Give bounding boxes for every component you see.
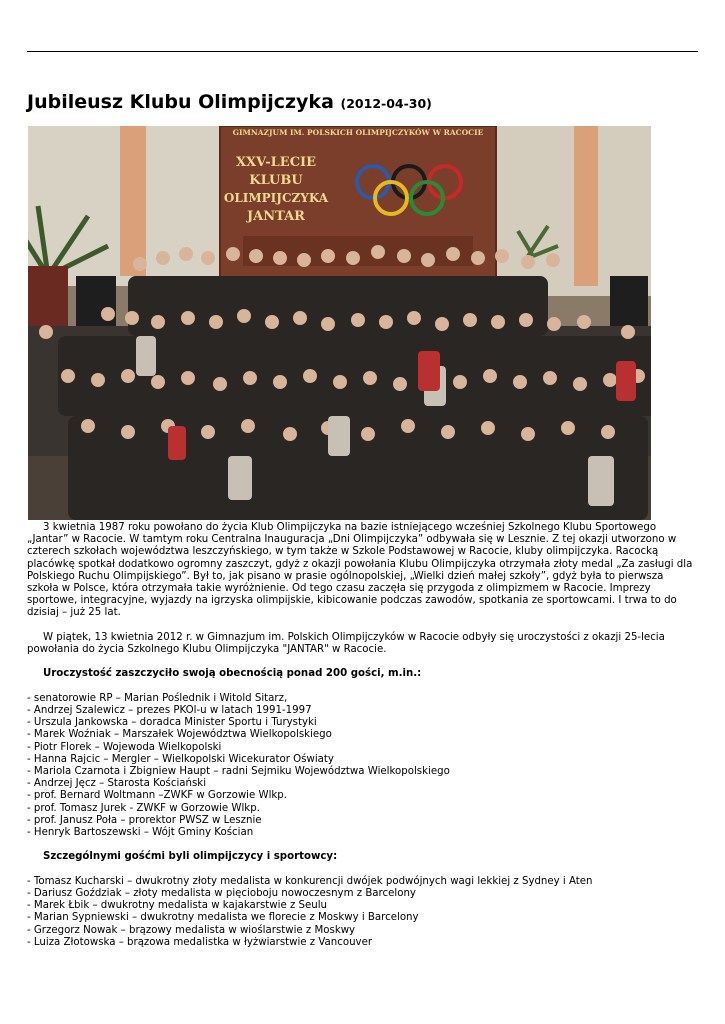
- list-item: - prof. Janusz Poła – prorektor PWSZ w Lesznie: [27, 814, 262, 826]
- article-body: [27, 522, 697, 949]
- guests-heading: Uroczystość zaszczyciło swoją obecnością ponad 200 gości, m.in.:: [43, 668, 422, 680]
- list-item: - Luiza Złotowska – brązowa medalistka w łyżwiarstwie z Vancouver: [27, 936, 373, 948]
- article-paragraph: 3 kwietnia 1987 roku powołano do życia Klub Olimpijczyka na bazie istniejącego wcześniej Szkolnego Klubu Sportowego „Jantar” w Racocie. W tamtym roku Centralna Inauguracja „Dni Olimpijczyka” odbywała się w Lesznie. Z tej okazji utworzono w czterech szkołach województwa leszczyńskiego, w tym także w Szkole Podstawowej w Racocie, kluby olimpijczyka. Racocką placówkę spotkał dodatkowo ogromny zaszczyt, gdyż z okazji powołania Klubu Olimpijczyka otrzymała złoty medal „Za zasługi dla Polskiego Ruchu Olimpijskiego”. Był to, jak pisano w prasie ogólnopolskiej, „Wielki dzień małej szkoły”, gdyż była to pierwsza szkoła w Polsce, która otrzymała takie wyróżnienie. Od tego czasu zaczęła się przygoda z olimpizmem w Racocie. Imprezy sportowe, integracyjne, wyjazdy na igrzyska olimpijskie, kibicowanie podczas zawodów, spotkania ze sportowcami. I trwa to do dzisiaj – już 25 lat.: [27, 522, 693, 619]
- banner-line-jubilee: XXV-LECIE: [235, 155, 317, 170]
- list-item: - Dariusz Goździak – złoty medalista w pięcioboju nowoczesnym z Barcelony: [27, 888, 416, 900]
- banner-line-jantar: JANTAR: [247, 209, 305, 224]
- list-item: - Marek Łbik – dwukrotny medalista w kajakarstwie z Seulu: [27, 900, 328, 912]
- list-item: - Grzegorz Nowak – brązowy medalista w wioślarstwie z Moskwy: [27, 924, 356, 936]
- list-item: - Tomasz Kucharski – dwukrotny złoty medalista w konkurencji dwójek podwójnych wagi lekkiej z Sydney i Aten: [27, 875, 593, 887]
- top-rule: [27, 51, 698, 52]
- list-item: - Marek Woźniak – Marszałek Województwa Wielkopolskiego: [27, 729, 332, 741]
- list-item: - Andrzej Jęcz – Starosta Kościański: [27, 778, 207, 790]
- list-item: - prof. Bernard Woltmann –ZWKF w Gorzowie Wlkp.: [27, 790, 287, 802]
- olympians-list: [27, 876, 697, 949]
- banner-line-klubu: KLUBU: [249, 173, 303, 188]
- page-title: [27, 91, 432, 113]
- list-item: - Henryk Bartoszewski – Wójt Gminy Kościan: [27, 827, 254, 839]
- title-text: Jubileusz Klubu Olimpijczyka: [27, 91, 334, 113]
- list-item: - Andrzej Szalewicz – prezes PKOl-u w latach 1991-1997: [27, 705, 312, 716]
- list-item: - Piotr Florek – Wojewoda Wielkopolski: [27, 741, 222, 753]
- title-date: (2012-04-30): [340, 96, 432, 111]
- list-item: - Hanna Rajcic – Mergler – Wielkopolski Wicekurator Oświaty: [27, 753, 334, 765]
- olympians-heading: Szczególnymi gośćmi byli olimpijczycy i sportowcy:: [43, 851, 338, 863]
- article-paragraph: W piątek, 13 kwietnia 2012 r. w Gimnazjum im. Polskich Olimpijczyków w Racocie odbyły się uroczystości z okazji 25-lecia powołania do życia Szkolnego Klubu Olimpijczyka "JANTAR" w Racocie.: [27, 631, 665, 656]
- banner: [220, 126, 496, 301]
- guests-list: [27, 693, 697, 839]
- list-item: - Urszula Jankowska – doradca Minister Sportu i Turystyki: [27, 717, 317, 729]
- group-photo: [28, 126, 651, 520]
- list-item: - Marian Sypniewski – dwukrotny medalista we florecie z Moskwy i Barcelony: [27, 912, 419, 924]
- banner-line-school: GIMNAZJUM IM. POLSKICH OLIMPIJCZYKÓW W RACOCIE: [232, 128, 484, 137]
- banner-line-olimpijczyka: OLIMPIJCZYKA: [223, 191, 329, 205]
- list-item: - Mariola Czarnota i Zbigniew Haupt – radni Sejmiku Województwa Wielkopolskiego: [27, 766, 450, 778]
- list-item: - prof. Tomasz Jurek - ZWKF w Gorzowie Wlkp.: [27, 802, 260, 814]
- list-item: - senatorowie RP – Marian Poślednik i Witold Sitarz,: [27, 692, 288, 704]
